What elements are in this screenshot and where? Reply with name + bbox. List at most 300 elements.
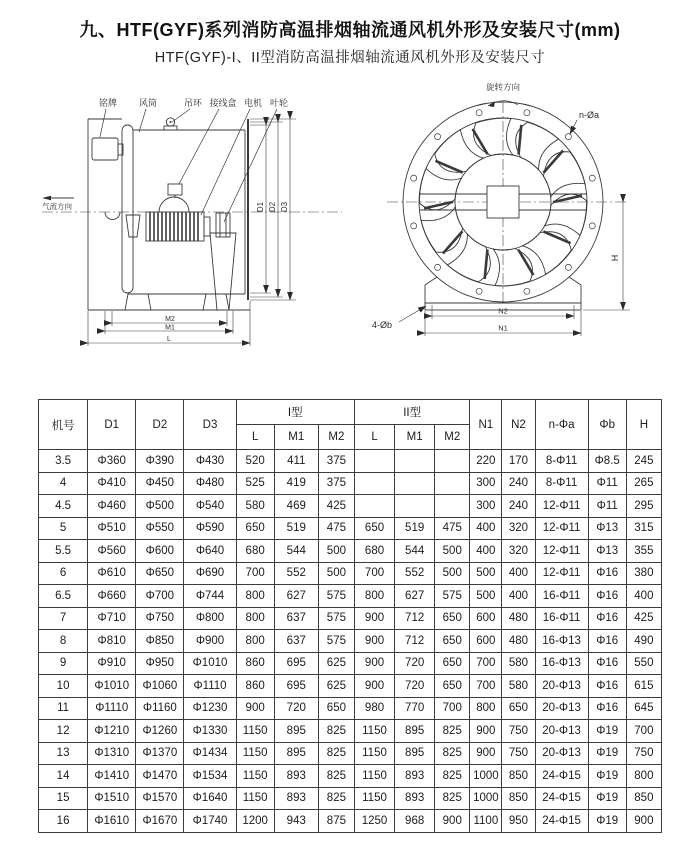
table-cell: Φ1370 [136,742,184,765]
table-cell: 8-Φ11 [535,450,588,473]
inlet-flange [122,125,133,293]
table-cell: 627 [395,585,435,608]
table-cell: 627 [274,585,318,608]
table-cell: 650 [502,697,535,720]
table-cell: 700 [354,562,394,585]
table-cell: 650 [318,697,354,720]
table-row [39,562,662,585]
table-row [39,472,662,495]
table-cell: 400 [626,585,661,608]
table-cell: Φ1330 [184,720,236,743]
table-cell: 400 [502,585,535,608]
base-holes-label: 4-Øb [372,320,393,330]
table-cell: 24-Φ15 [535,765,588,788]
table-cell: Φ19 [588,765,626,788]
table-cell: 240 [502,472,535,495]
table-cell: 650 [435,630,470,653]
table-cell: 800 [236,630,274,653]
dim-l-label: L [167,336,171,343]
table-cell: 1150 [236,787,274,810]
col-header-type2-m2: M2 [435,425,470,450]
table-cell: Φ430 [184,450,236,473]
table-cell: 320 [502,540,535,563]
table-cell: 14 [39,765,88,788]
table-cell: Φ1434 [184,742,236,765]
table-cell: Φ1010 [184,652,236,675]
table-cell: 16-Φ11 [535,585,588,608]
table-cell: 893 [274,787,318,810]
rotation-arrowhead [488,101,495,107]
table-cell: 1150 [236,765,274,788]
table-cell: Φ510 [88,517,136,540]
col-group-type2: II型 [354,400,469,425]
table-cell: 355 [626,540,661,563]
table-cell: Φ19 [588,810,626,833]
table-cell: 968 [395,810,435,833]
table-cell: Φ16 [588,630,626,653]
table-cell: 425 [318,495,354,518]
table-cell: 544 [274,540,318,563]
table-cell: 1000 [470,765,502,788]
table-cell: Φ16 [588,697,626,720]
table-cell: Φ1640 [184,787,236,810]
table-row [39,495,662,518]
table-cell: Φ700 [136,585,184,608]
table-cell: 850 [502,765,535,788]
table-cell: 3.5 [39,450,88,473]
table-cell: 500 [435,540,470,563]
table-cell: 1100 [470,810,502,833]
table-cell: Φ1610 [88,810,136,833]
table-cell: Φ690 [184,562,236,585]
shaft-square [487,186,519,218]
table-cell [354,472,394,495]
table-cell: Φ450 [136,472,184,495]
table-row [39,652,662,675]
base-holes-callout [372,306,426,330]
table-cell: 400 [470,540,502,563]
table-cell: 300 [470,472,502,495]
table-cell: Φ900 [184,630,236,653]
table-cell: 893 [274,765,318,788]
table-cell: Φ1740 [184,810,236,833]
col-header-h: H [626,400,661,450]
table-cell: 5 [39,517,88,540]
table-cell: 5.5 [39,540,88,563]
table-cell: Φ1230 [184,697,236,720]
table-row [39,630,662,653]
dim-n1-label: N1 [498,323,508,333]
outlet-flange [245,119,248,300]
table-cell: 12 [39,720,88,743]
table-cell: 700 [626,720,661,743]
table-cell: 170 [502,450,535,473]
table-cell: 500 [318,562,354,585]
table-cell: 480 [502,607,535,630]
table-cell: 895 [274,742,318,765]
table-cell [435,472,470,495]
table-cell: 650 [435,675,470,698]
table-cell: 943 [274,810,318,833]
dimension-table [38,399,662,833]
table-cell: 245 [626,450,661,473]
table-cell: 500 [435,562,470,585]
table-cell: 600 [470,607,502,630]
motor-body [146,212,210,241]
table-cell: 544 [395,540,435,563]
table-cell: 469 [274,495,318,518]
table-cell: Φ610 [88,562,136,585]
table-cell: 650 [435,652,470,675]
table-cell: 637 [274,607,318,630]
table-row [39,517,662,540]
mounting-foot [125,294,151,310]
table-cell [354,450,394,473]
table-cell: 770 [395,697,435,720]
table-cell: 700 [236,562,274,585]
table-cell: 400 [470,517,502,540]
dim-d2-label: D2 [268,201,277,213]
table-row [39,787,662,810]
table-cell: 12-Φ11 [535,540,588,563]
table-cell: 800 [354,585,394,608]
table-cell: 900 [354,675,394,698]
table-cell: 24-Φ15 [535,810,588,833]
table-cell: 575 [435,585,470,608]
height-dimension [583,202,630,310]
table-cell: 895 [395,742,435,765]
part-callout-labels [99,97,288,108]
table-cell: 695 [274,675,318,698]
table-cell: Φ19 [588,720,626,743]
col-group-type1: I型 [236,400,354,425]
table-cell: 425 [626,607,661,630]
table-cell [395,450,435,473]
table-cell: 315 [626,517,661,540]
table-cell: 825 [318,742,354,765]
table-cell: 10 [39,675,88,698]
table-cell: Φ1510 [88,787,136,810]
nameplate [92,138,123,160]
table-cell: Φ744 [184,585,236,608]
table-cell: Φ16 [588,675,626,698]
table-cell: Φ1470 [136,765,184,788]
diagram-subtitle: HTF(GYF)-I、II型消防高温排烟轴流通风机外形及安装尺寸 [154,50,546,66]
table-cell: 580 [502,675,535,698]
table-cell: 12-Φ11 [535,517,588,540]
flange-holes-label: n-Øa [579,110,600,120]
airflow-arrow-icon [42,196,51,201]
col-header-type1-m1: M1 [274,425,318,450]
table-cell: 475 [435,517,470,540]
table-row [39,540,662,563]
dim-m1-label: M1 [165,324,175,332]
impeller-label: 叶轮 [269,98,289,108]
table-cell: 6.5 [39,585,88,608]
table-cell: 712 [395,630,435,653]
table-body [39,450,662,833]
table-cell: Φ550 [136,517,184,540]
inlet-bell-lip [105,212,120,220]
col-header-type1-l: L [236,425,274,450]
table-cell: Φ600 [136,540,184,563]
table-cell: Φ11 [588,472,626,495]
table-cell: 240 [502,495,535,518]
table-row [39,810,662,833]
table-cell: Φ1570 [136,787,184,810]
table-cell: 7 [39,607,88,630]
table-cell: Φ750 [136,607,184,630]
table-cell: Φ8.5 [588,450,626,473]
table-cell: 500 [318,540,354,563]
table-cell: 1200 [236,810,274,833]
table-cell: 950 [502,810,535,833]
table-cell: 980 [354,697,394,720]
table-cell: 4 [39,472,88,495]
table-cell: 419 [274,472,318,495]
table-cell: 615 [626,675,661,698]
table-row [39,720,662,743]
table-cell: 720 [395,652,435,675]
dim-m2-label: M2 [165,316,175,323]
table-cell: 712 [395,607,435,630]
table-cell: 6 [39,562,88,585]
table-cell: 800 [626,765,661,788]
table-cell: 575 [318,607,354,630]
table-cell: 320 [502,517,535,540]
motor-dome [159,197,189,212]
table-cell: 380 [626,562,661,585]
table-cell: 552 [274,562,318,585]
table-cell: Φ390 [136,450,184,473]
table-cell: 16-Φ13 [535,652,588,675]
table-cell: 900 [354,630,394,653]
table-cell: Φ1060 [136,675,184,698]
table-cell: 20-Φ13 [535,742,588,765]
table-cell: Φ460 [88,495,136,518]
dim-h-label: H [610,254,620,262]
table-cell: 475 [318,517,354,540]
table-cell: Φ660 [88,585,136,608]
col-header-n2: N2 [502,400,535,450]
table-cell: 720 [395,675,435,698]
table-cell: Φ13 [588,540,626,563]
table-cell: 750 [502,720,535,743]
table-cell: 825 [435,765,470,788]
table-cell: Φ16 [588,652,626,675]
table-cell: Φ850 [136,630,184,653]
table-cell: 680 [236,540,274,563]
table-cell: 825 [318,787,354,810]
table-cell: Φ1010 [88,675,136,698]
table-cell: Φ410 [88,472,136,495]
table-cell: 295 [626,495,661,518]
table-cell: 1150 [236,742,274,765]
table-cell: 519 [274,517,318,540]
col-header-phi-b: Φb [588,400,626,450]
airflow-direction [42,196,74,211]
table-cell: 300 [470,495,502,518]
col-header-d3: D3 [184,400,236,450]
table-cell [395,472,435,495]
table-cell: Φ16 [588,585,626,608]
table-cell: 580 [502,652,535,675]
table-cell: Φ16 [588,562,626,585]
table-cell: 900 [354,607,394,630]
table-cell: 220 [470,450,502,473]
table-row [39,742,662,765]
table-cell: 12-Φ11 [535,562,588,585]
table-cell [435,450,470,473]
col-header-d2: D2 [136,400,184,450]
table-cell: 8 [39,630,88,653]
table-cell: 1150 [236,720,274,743]
col-header-type2-m1: M1 [395,425,435,450]
table-cell: 525 [236,472,274,495]
table-cell: 24-Φ15 [535,787,588,810]
table-cell: 650 [354,517,394,540]
table-cell: 825 [435,787,470,810]
table-cell: Φ1534 [184,765,236,788]
table-cell: 16-Φ11 [535,607,588,630]
table-cell: 500 [470,562,502,585]
table-cell: 1000 [470,787,502,810]
table-cell: Φ910 [88,652,136,675]
junction-box [168,184,182,198]
dim-d3-label: D3 [280,201,289,213]
table-cell: 893 [395,765,435,788]
col-header-n1: N1 [470,400,502,450]
table-row [39,697,662,720]
table-cell: 1150 [354,765,394,788]
dim-n2-label: N2 [498,306,508,316]
table-cell: Φ540 [184,495,236,518]
table-cell: 900 [354,652,394,675]
table-cell: 895 [395,720,435,743]
table-cell: 1250 [354,810,394,833]
table-cell: 15 [39,787,88,810]
table-cell: 375 [318,450,354,473]
table-cell: 20-Φ13 [535,697,588,720]
table-cell [354,495,394,518]
callout-leader-lines [100,109,277,222]
casing-label: 风筒 [138,98,158,108]
table-cell: 895 [274,720,318,743]
table-cell: Φ500 [136,495,184,518]
table-cell: 411 [274,450,318,473]
table-cell: 8-Φ11 [535,472,588,495]
table-cell: 750 [502,742,535,765]
table-row [39,607,662,630]
table-cell: 490 [626,630,661,653]
table-cell: Φ480 [184,472,236,495]
table-cell: 400 [502,562,535,585]
col-header-type2-l: L [354,425,394,450]
table-cell: Φ19 [588,742,626,765]
table-cell: Φ640 [184,540,236,563]
table-cell: 20-Φ13 [535,720,588,743]
table-cell: Φ16 [588,607,626,630]
table-cell: 825 [435,720,470,743]
table-cell: 680 [354,540,394,563]
table-cell: 480 [502,630,535,653]
table-cell: 700 [470,675,502,698]
table-cell: 16-Φ13 [535,630,588,653]
table-cell: 9 [39,652,88,675]
table-cell: 700 [435,697,470,720]
table-cell: 575 [318,585,354,608]
table-cell: 575 [318,630,354,653]
table-cell: 860 [236,675,274,698]
table-cell: 825 [318,720,354,743]
table-cell: Φ800 [184,607,236,630]
table-cell: Φ13 [588,517,626,540]
table-cell: Φ1670 [136,810,184,833]
table-cell: Φ1160 [136,697,184,720]
table-cell: 625 [318,652,354,675]
table-row [39,450,662,473]
table-cell: 700 [470,652,502,675]
table-cell: 600 [470,630,502,653]
table-header [39,400,662,450]
table-cell: 637 [274,630,318,653]
table-cell: 825 [435,742,470,765]
page-title: 九、HTF(GYF)系列消防高温排烟轴流通风机外形及安装尺寸(mm) [79,20,621,40]
nameplate-label: 铭牌 [98,98,118,108]
col-header-n-phi-a: n-Φa [535,400,588,450]
table-cell: 520 [236,450,274,473]
table-cell: 16 [39,810,88,833]
table-cell: Φ1260 [136,720,184,743]
table-cell: 695 [274,652,318,675]
table-cell: 625 [318,675,354,698]
table-cell: 375 [318,472,354,495]
col-header-d1: D1 [88,400,136,450]
table-cell: 875 [318,810,354,833]
table-cell: 900 [626,810,661,833]
table-cell: 13 [39,742,88,765]
table-cell: Φ1110 [88,697,136,720]
table-cell: Φ11 [588,495,626,518]
lifting-ring-label: 吊环 [183,98,203,108]
table-cell: 4.5 [39,495,88,518]
table-row [39,675,662,698]
dim-d1-label: D1 [256,201,265,213]
fan-front-view-drawing [370,78,700,350]
table-cell: 550 [626,652,661,675]
table-cell: 825 [318,765,354,788]
flange-holes-callout [570,110,599,134]
table-cell: 650 [236,517,274,540]
table-cell: 900 [470,720,502,743]
table-cell: 900 [236,697,274,720]
table-cell: 11 [39,697,88,720]
table-cell: 20-Φ13 [535,675,588,698]
table-cell: Φ650 [136,562,184,585]
table-row [39,585,662,608]
table-cell: 850 [626,787,661,810]
table-cell: 850 [502,787,535,810]
table-cell: 860 [236,652,274,675]
table-cell: 900 [470,742,502,765]
table-cell: 645 [626,697,661,720]
table-cell [395,495,435,518]
table-cell: 800 [470,697,502,720]
table-cell: Φ19 [588,787,626,810]
table-row [39,765,662,788]
table-cell: 1150 [354,742,394,765]
junction-box-label: 接线盒 [209,98,237,108]
